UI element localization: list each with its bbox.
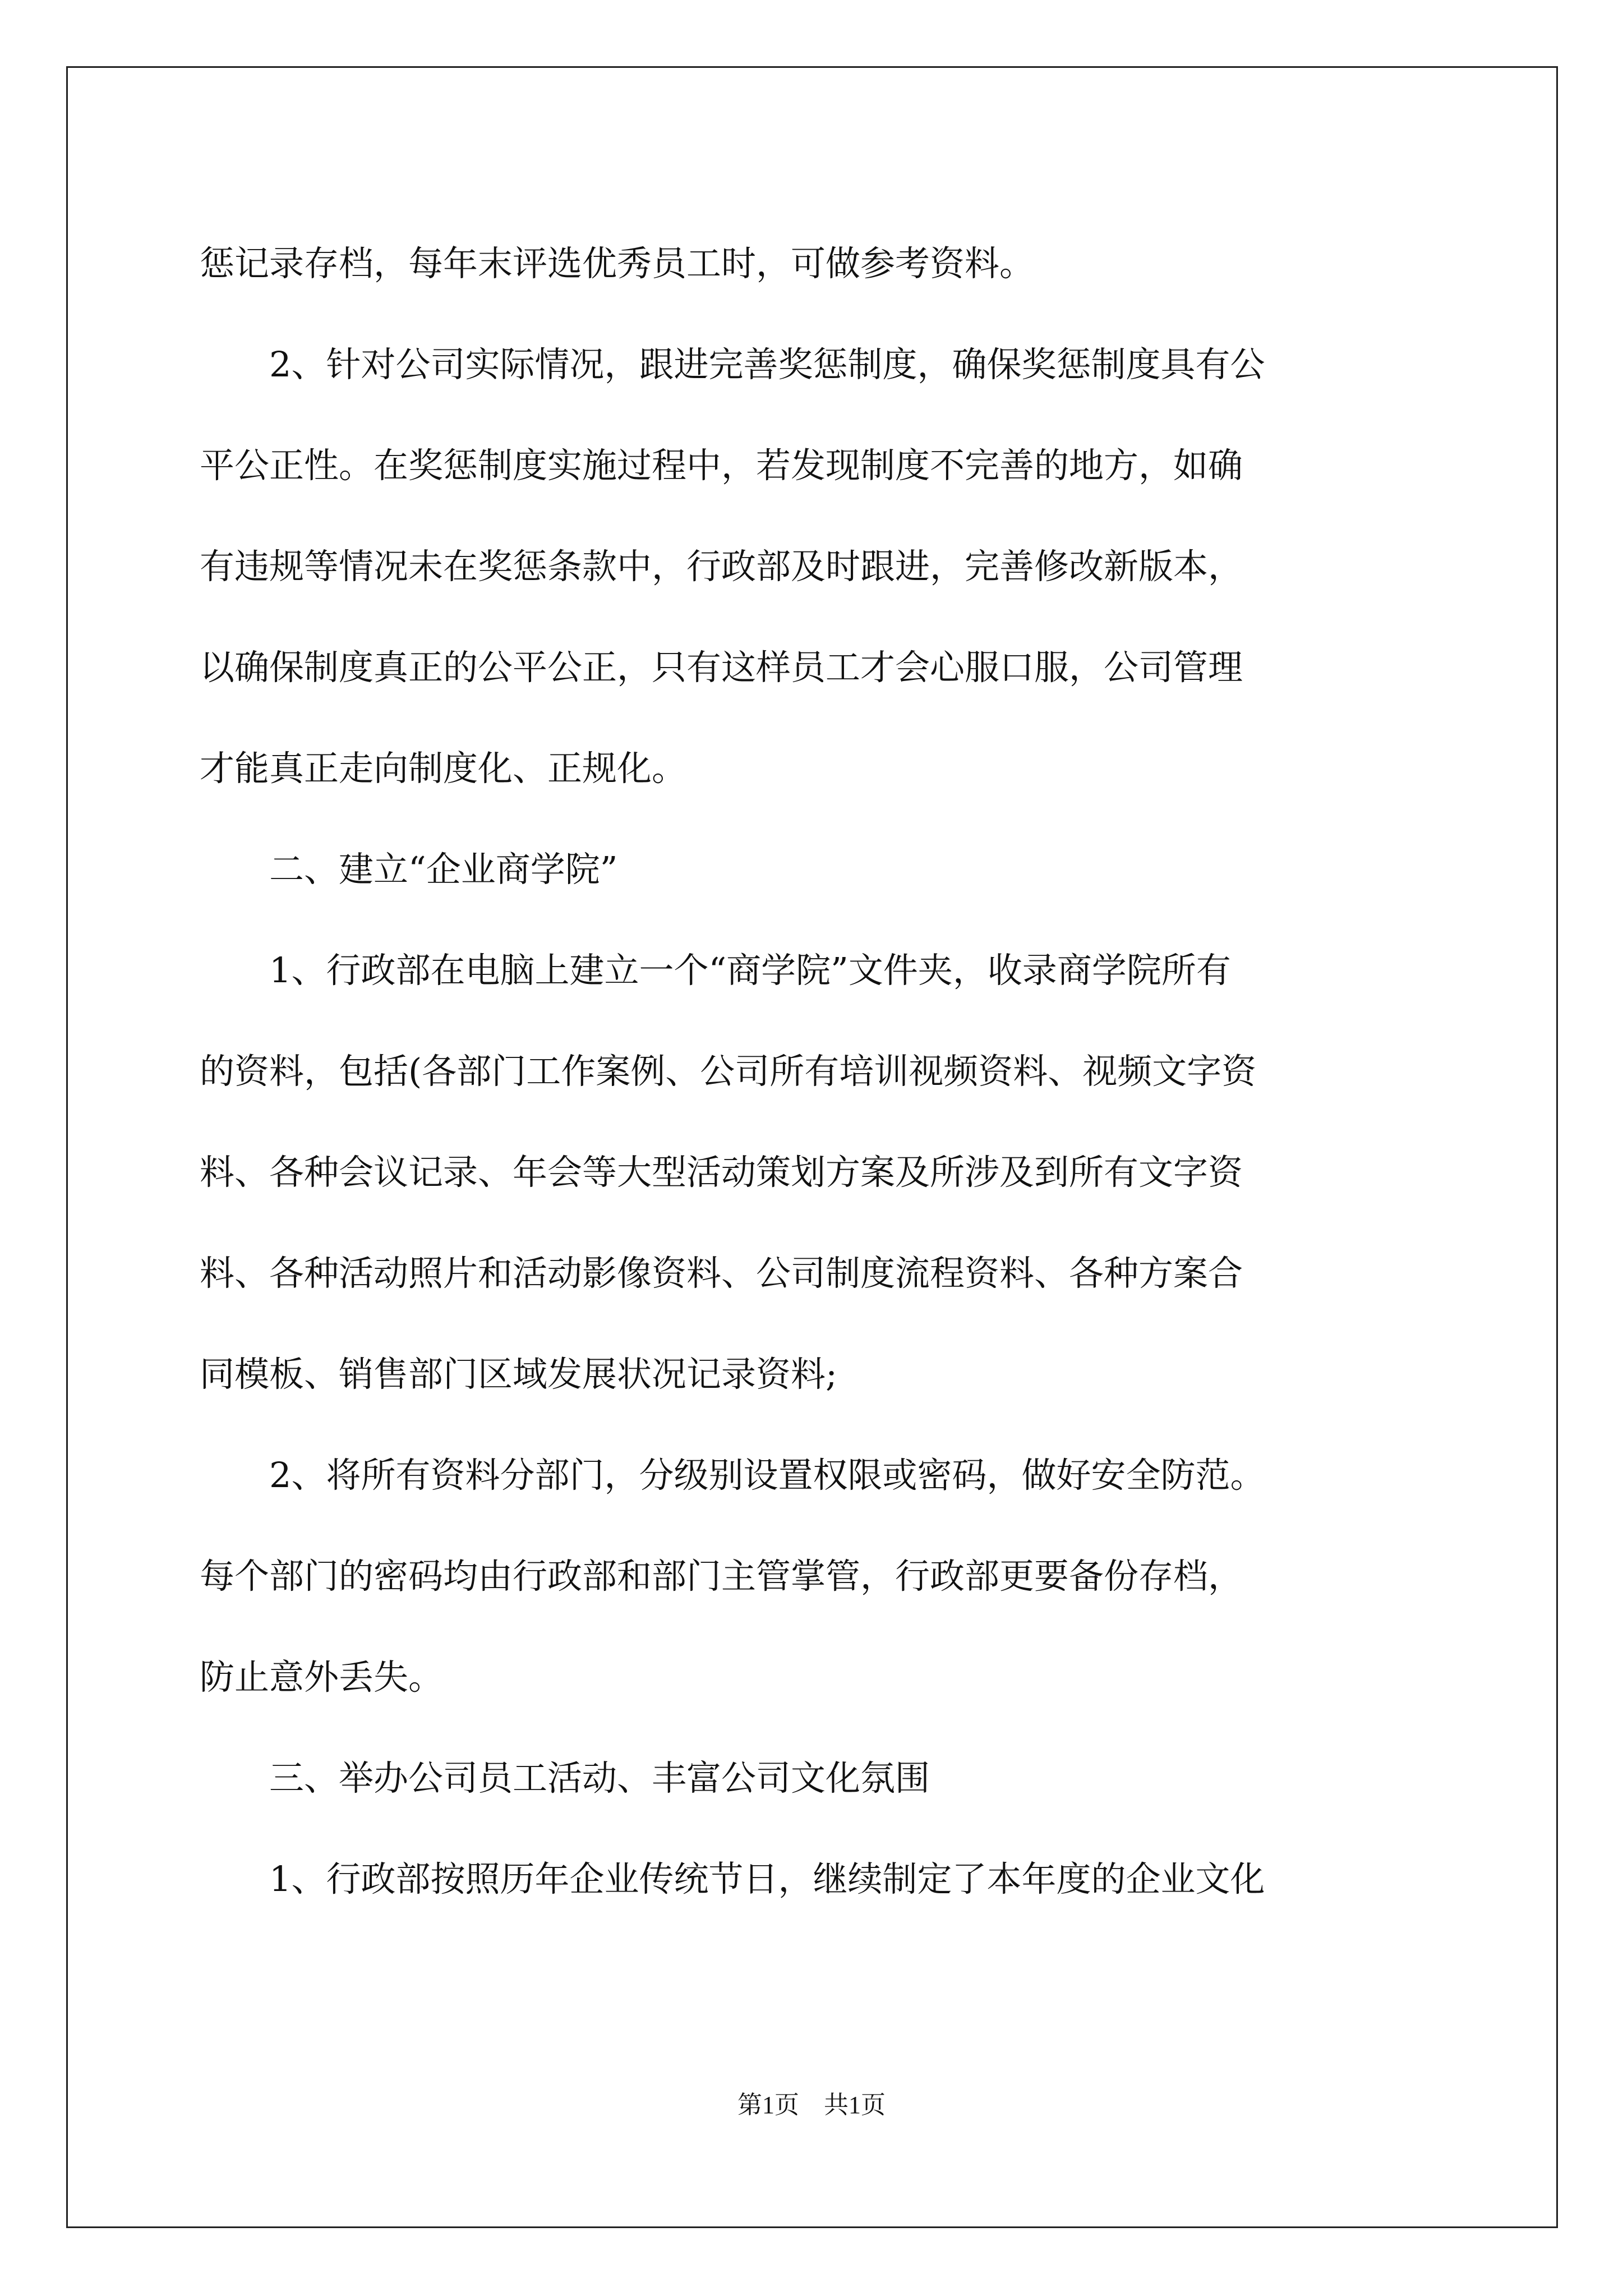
- body-line: 1、行政部按照历年企业传统节日，继续制定了本年度的企业文化: [269, 1858, 1265, 1899]
- body-line: 惩记录存档，每年末评选优秀员工时，可做参考资料。: [200, 243, 1035, 284]
- body-line: 2、针对公司实际情况，跟进完善奖惩制度，确保奖惩制度具有公: [269, 344, 1265, 385]
- body-line: 有违规等情况未在奖惩条款中，行政部及时跟进，完善修改新版本，: [200, 546, 1243, 587]
- body-line: 以确保制度真正的公平公正，只有这样员工才会心服口服，公司管理: [200, 647, 1243, 688]
- section-heading: 三、举办公司员工活动、丰富公司文化氛围: [269, 1757, 930, 1798]
- body-line: 料、各种会议记录、年会等大型活动策划方案及所涉及到所有文字资: [200, 1152, 1243, 1193]
- body-line: 的资料，包括(各部门工作案例、公司所有培训视频资料、视频文字资: [200, 1051, 1257, 1092]
- body-line: 料、各种活动照片和活动影像资料、公司制度流程资料、各种方案合: [200, 1253, 1243, 1294]
- page-footer: [0, 2085, 1623, 2120]
- body-line: 每个部门的密码均由行政部和部门主管掌管，行政部更要备份存档，: [200, 1556, 1243, 1596]
- body-line: 平公正性。在奖惩制度实施过程中，若发现制度不完善的地方，如确: [200, 445, 1243, 486]
- body-line: 2、将所有资料分部门，分级别设置权限或密码，做好安全防范。: [269, 1455, 1265, 1496]
- section-heading: 二、建立“企业商学院”: [269, 849, 618, 890]
- body-line: 防止意外丢失。: [200, 1657, 444, 1697]
- body-line: 才能真正走向制度化、正规化。: [200, 748, 687, 789]
- page-number: 第1页: [737, 2091, 799, 2119]
- document-body: [200, 213, 1433, 1930]
- body-line: 同模板、销售部门区域发展状况记录资料;: [200, 1354, 837, 1395]
- body-line: 1、行政部在电脑上建立一个“商学院”文件夹，收录商学院所有: [269, 950, 1231, 991]
- page-total: 共1页: [824, 2091, 886, 2119]
